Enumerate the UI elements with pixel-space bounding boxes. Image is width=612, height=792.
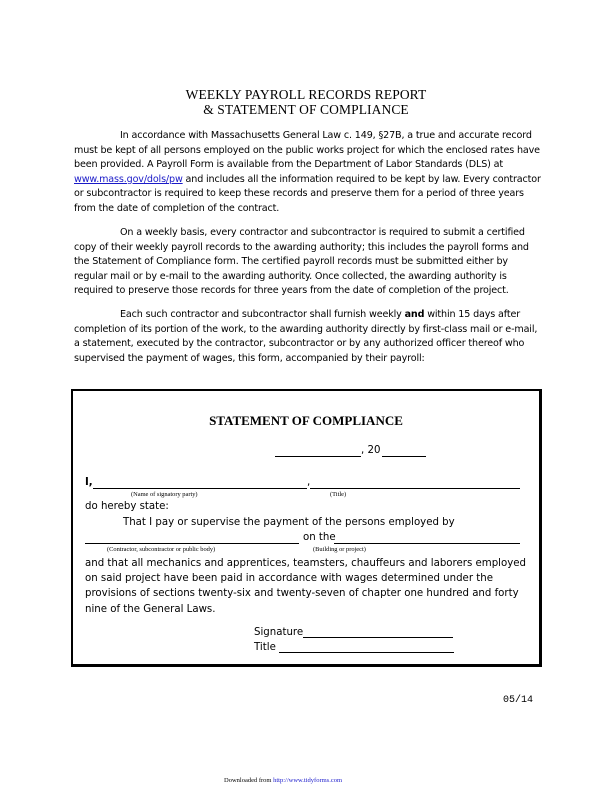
paragraph-furnish-statement xyxy=(74,308,544,366)
compliance-body: and that all mechanics and apprentices, teamsters, chauffeurs and laborers employed on said project have been paid in accordance with wages determined under the provisions of sections twenty-six and twenty-seven of chapter one hundred and forty nine of the General Laws. xyxy=(85,558,526,615)
i-label: I, xyxy=(85,477,93,488)
dls-link[interactable]: www.mass.gov/dols/pw xyxy=(74,173,183,185)
name-caption: (Name of signatory party) xyxy=(131,491,198,498)
footer-link[interactable]: http://www.tidyforms.com xyxy=(273,777,343,784)
paragraph-text: and includes all the information required to be kept by law. Every contractor or subcontractor is required to keep these records and preserve them for a period of three years from the date of completion of the contract. xyxy=(74,173,541,214)
signatory-name-field[interactable] xyxy=(93,488,307,489)
date-field[interactable] xyxy=(275,456,361,457)
footer xyxy=(224,777,342,784)
title-caption: (Title) xyxy=(330,491,347,498)
comma: , xyxy=(307,477,311,488)
bold-and: and xyxy=(404,309,425,320)
date-suffix: , 20 xyxy=(361,445,381,456)
title-line-2: & STATEMENT OF COMPLIANCE xyxy=(203,102,409,117)
statement-of-compliance-box xyxy=(71,389,542,667)
title-line-1: WEEKLY PAYROLL RECORDS REPORT xyxy=(185,87,427,102)
signature-field[interactable] xyxy=(303,637,453,638)
paragraph-record-keeping xyxy=(74,129,544,217)
page-code: 05/14 xyxy=(503,695,534,706)
pay-line: That I pay or supervise the payment of the persons employed by xyxy=(123,517,455,528)
title-field[interactable] xyxy=(279,652,454,653)
contractor-caption: (Contractor, subcontractor or public body) xyxy=(107,546,216,553)
do-hereby-state: do hereby state: xyxy=(85,501,169,512)
signatory-title-field[interactable] xyxy=(310,488,520,489)
paragraph-text: within 15 days after completion of its portion of the work, to the awarding authority directly by first-class mail or e-mail, a statement, executed by the contractor, subcontractor or by any authorized officer thereof who supervised the payment of wages, this form, accompanied by their payroll: xyxy=(74,309,538,364)
project-field[interactable] xyxy=(334,543,520,544)
year-field[interactable] xyxy=(382,456,426,457)
footer-prefix: Downloaded from xyxy=(224,777,274,784)
signature-label: Signature xyxy=(254,627,304,638)
paragraph-text: In accordance with Massachusetts General Law c. 149, §27B, a true and accurate record must be kept of all persons employed on the public works project for which the enclosed rates have been provided. A Payroll Form is available from the Department of Labor Standards (DLS) at xyxy=(74,130,540,171)
title-label: Title xyxy=(254,642,276,653)
contractor-field[interactable] xyxy=(85,543,299,544)
building-caption: (Building or project) xyxy=(313,546,366,553)
paragraph-weekly-submission xyxy=(74,226,544,299)
paragraph-text: On a weekly basis, every contractor and subcontractor is required to submit a certified copy of their weekly payroll records to the awarding authority; this includes the payroll forms and the Statement of Compliance form. The certified payroll records must be submitted either by regular mail or by e-mail to the awarding authority. Once collected, the awarding authority is required to preserve those records for three years from the date of completion of the project. xyxy=(74,227,529,297)
paragraph-text: Each such contractor and subcontractor shall furnish weekly xyxy=(120,309,405,320)
statement-title: STATEMENT OF COMPLIANCE xyxy=(209,413,403,428)
on-the: on the xyxy=(303,532,336,543)
